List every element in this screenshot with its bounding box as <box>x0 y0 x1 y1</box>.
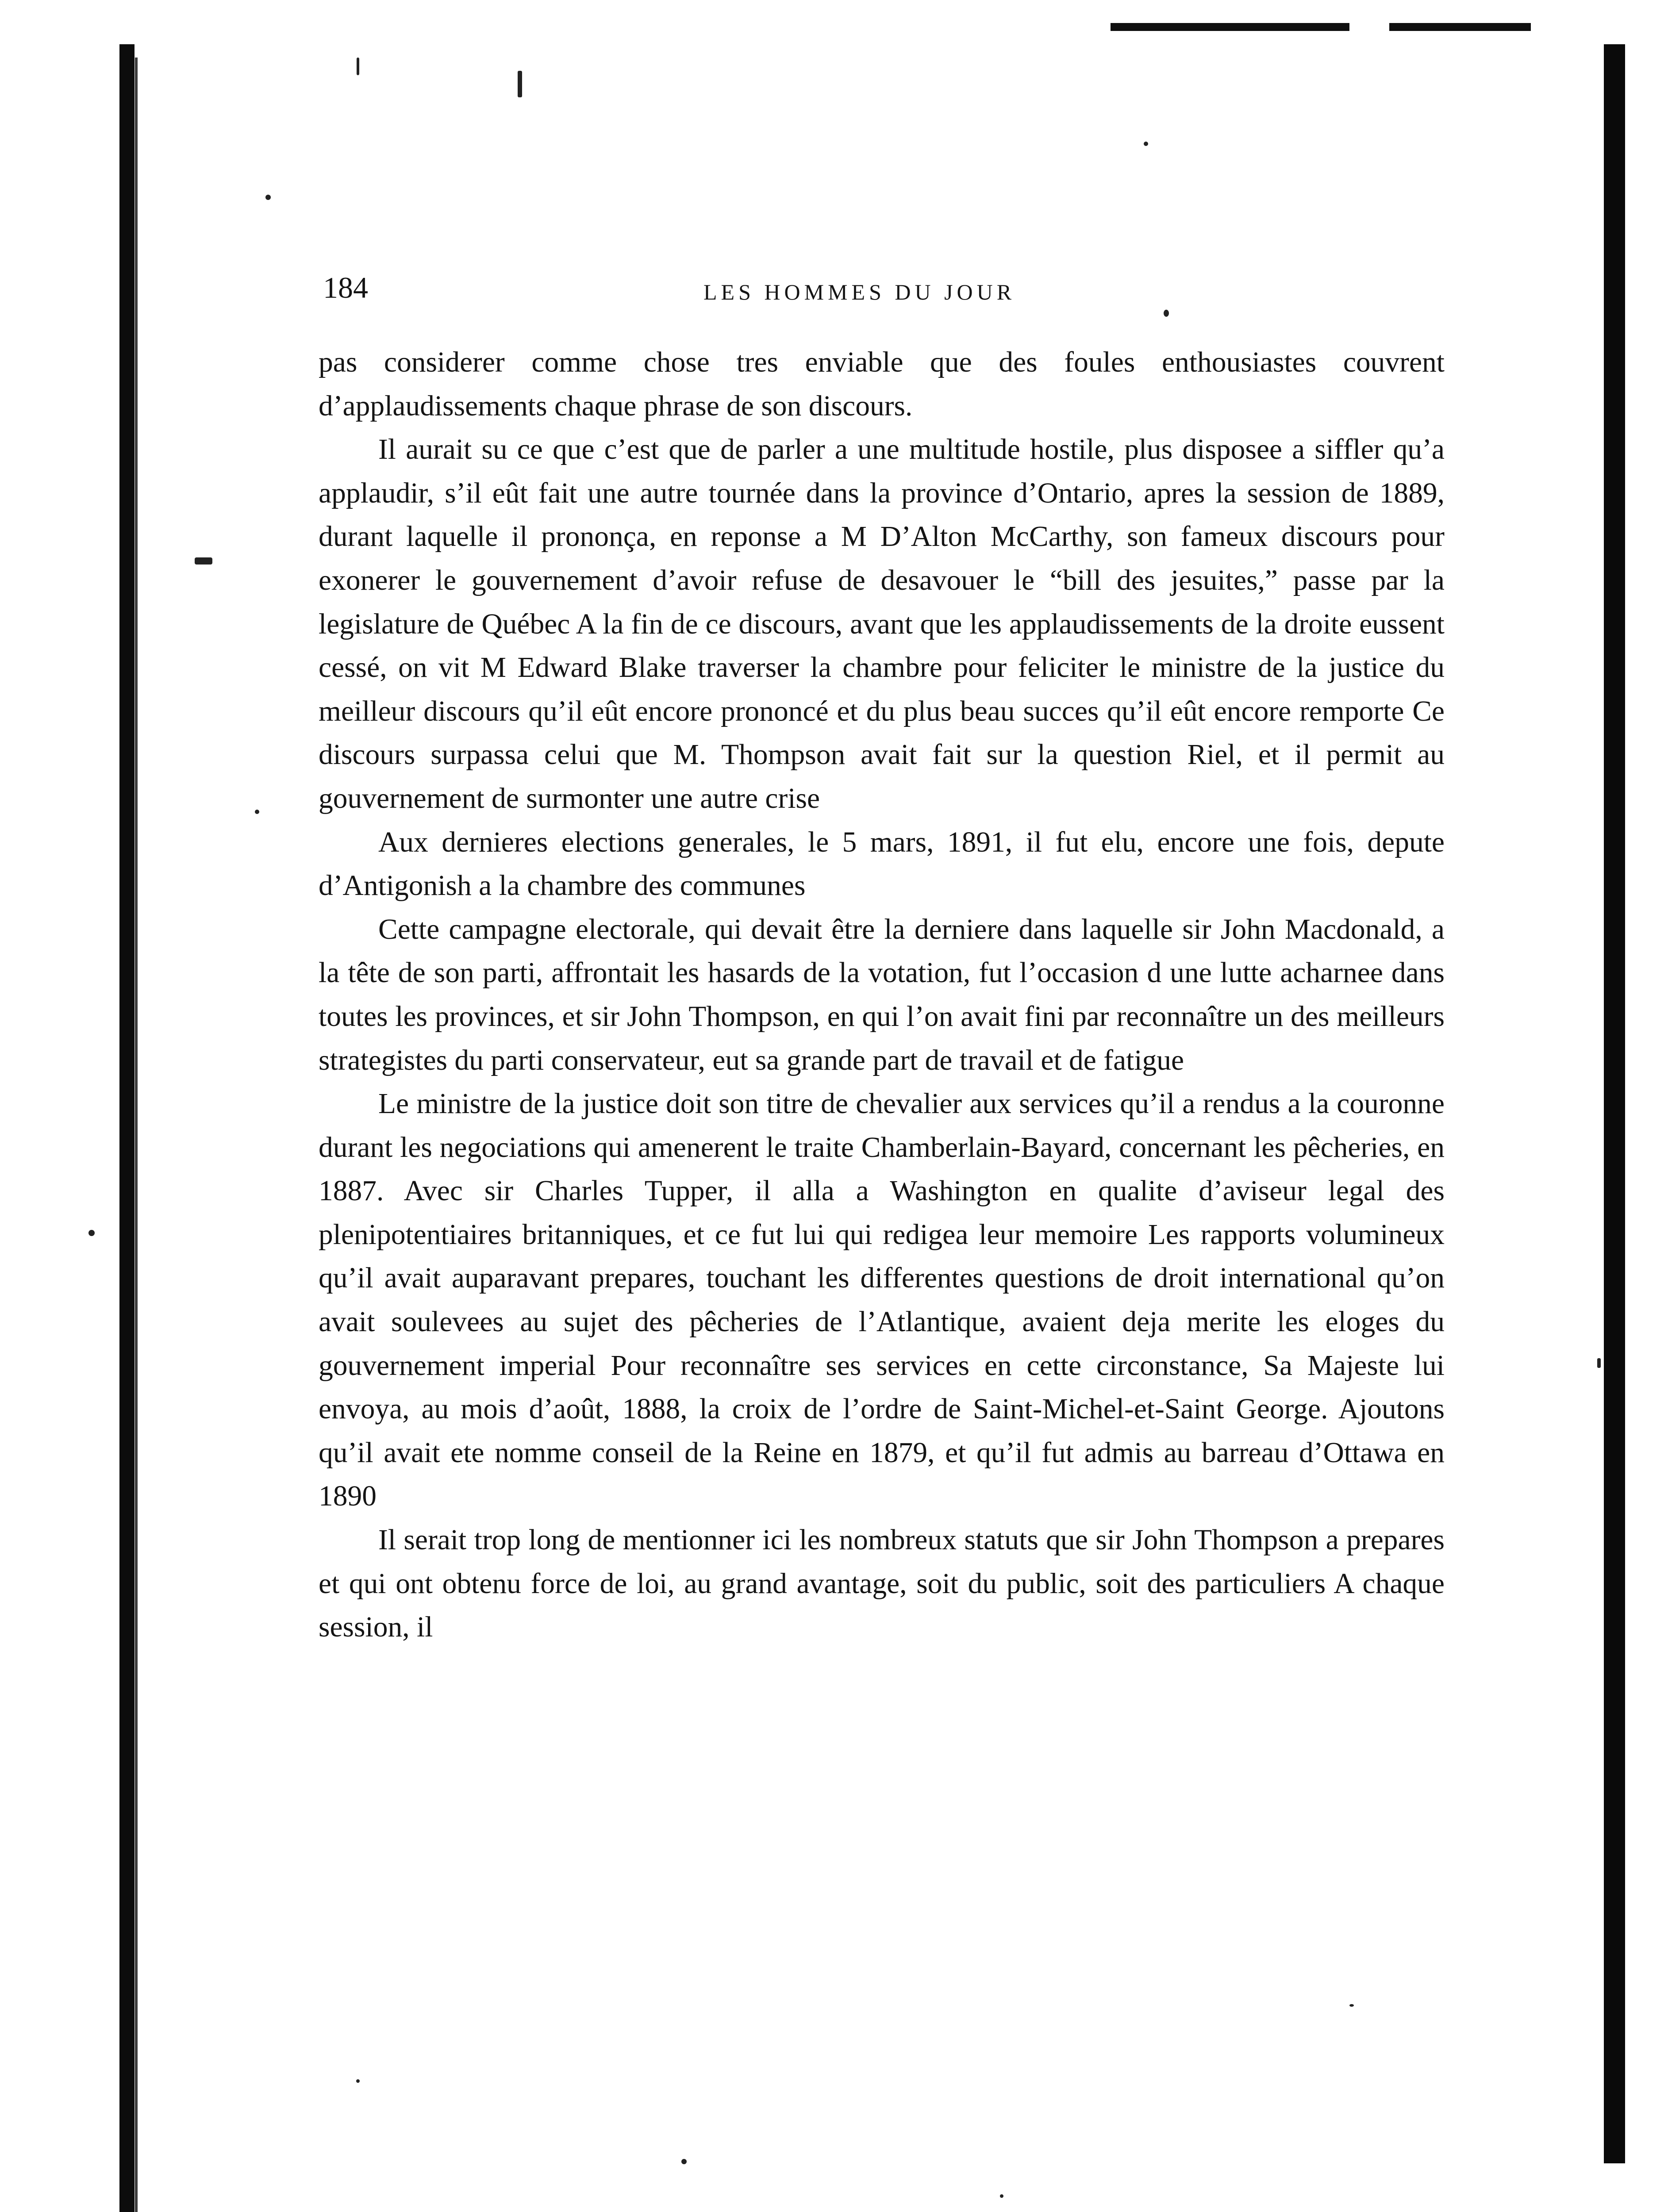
scan-border-left-thin <box>135 58 138 2212</box>
paragraph: Il aurait su ce que c’est que de parler a une multitude hostile, plus disposee a siffler qu’a applaudir, s’il eût fait une autre tournée dans la province d’Ontario, apres la session de 1889, durant laquelle il prononça, en reponse a M D’Alton McCarthy, son fameux discours pour exonerer le gouvernement d’avoir refuse de desavouer le “bill des jesuites,” passe par la legislature de Québec A la fin de ce discours, avant que les applaudissements de la droite eussent cessé, on vit M Edward Blake traverser la chambre pour feliciter le ministre de la justice du meilleur discours qu’il eût encore prononcé et du plus beau succes qu’il eût encore remporte Ce discours surpassa celui que M. Thompson avait fait sur la question Riel, et il permit au gouvernement de surmonter une autre crise <box>319 434 1445 814</box>
scan-speck <box>255 810 259 814</box>
scan-speck <box>195 557 212 565</box>
scan-speck <box>1349 2004 1354 2007</box>
scan-speck <box>357 58 359 75</box>
running-title: LES HOMMES DU JOUR <box>703 280 1016 304</box>
scan-border-left <box>119 44 135 2212</box>
scan-speck <box>681 2159 687 2164</box>
paragraph: pas considerer comme chose tres enviable que des foules enthousiastes couvrent d’applaudissements chaque phrase de son discours. <box>319 346 1445 422</box>
scan-speck <box>518 71 522 97</box>
scan-speck <box>88 1230 95 1236</box>
paragraph: Le ministre de la justice doit son titre de chevalier aux services qu’il a rendus a la couronne durant les negociations qui amenerent le traite Chamberlain-Bayard, concernant les pêcheries, en 1887. Avec sir Charles Tupper, il alla a Washington en qualite d’aviseur legal des plenipotentiaires britanniques, et ce fut lui qui redigea leur memoire Les rapports volumineux qu’il avait auparavant prepares, touchant les differentes questions de droit international qu’on avait soulevees au sujet des pêcheries de l’Atlantique, avaient deja merite les eloges du gouvernement imperial Pour reconnaître ses services en cette circonstance, Sa Majeste lui envoya, au mois d’août, 1888, la croix de l’ordre de Saint-Michel-et-Saint George. Ajoutons qu’il avait ete nomme conseil de la Reine en 1879, et qu’il fut admis au barreau d’Ottawa en 1890 <box>319 1088 1445 1513</box>
page-number: 184 <box>323 271 368 304</box>
scan-border-top <box>1111 23 1349 31</box>
scan-speck <box>356 2079 360 2083</box>
scan-speck <box>1144 142 1148 146</box>
paragraph: Cette campagne electorale, qui devait être la derniere dans laquelle sir John Macdonald, a la tête de son parti, affrontait les hasards de la votation, fut l’occasion d une lutte acharnee dans toutes les provinces, et sir John Thompson, en qui l’on avait fini par reconnaître un des meilleurs strategistes du parti conservateur, eut sa grande part de travail et de fatigue <box>319 913 1445 1076</box>
scan-speck <box>1164 310 1169 317</box>
paragraph: Il serait trop long de mentionner ici les nombreux statuts que sir John Thompson a prepares et qui ont obtenu force de loi, au grand avantage, soit du public, soit des particuliers A chaque session, il <box>319 1524 1445 1644</box>
paragraph: Aux dernieres elections generales, le 5 mars, 1891, il fut elu, encore une fois, depute d’Antigonish a la chambre des communes <box>319 826 1445 902</box>
scan-border-right <box>1604 44 1625 2163</box>
scan-speck <box>1000 2194 1003 2198</box>
body-text <box>319 341 1445 1649</box>
scan-speck <box>265 195 271 200</box>
scan-border-top-right <box>1389 23 1531 31</box>
scan-speck <box>1597 1358 1601 1368</box>
